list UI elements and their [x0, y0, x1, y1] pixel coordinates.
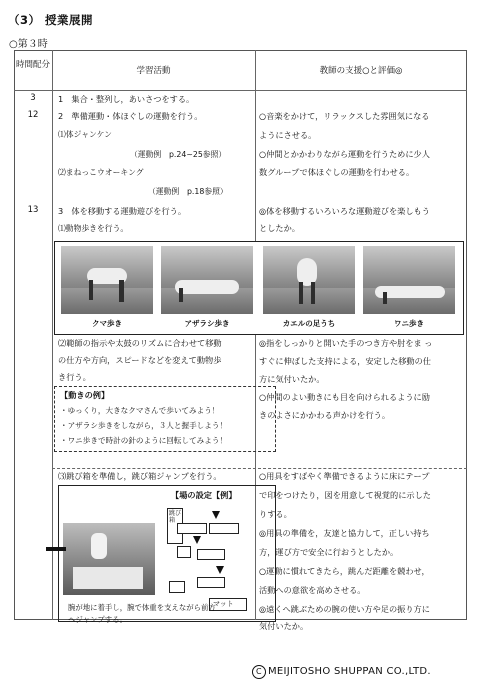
column-divider	[52, 50, 53, 620]
activity-line: （運動例 p.24~25参照）	[130, 150, 227, 159]
activity-line: 1 集合・整列し，あいさつをする。	[58, 94, 195, 104]
activity-line: き行う。	[58, 372, 91, 382]
example-item: ・ゆっくり，大きなクマさんで歩いてみよう！	[60, 406, 220, 415]
support-line: 気付いたか。	[259, 621, 309, 631]
crocodile-walk-photo	[363, 246, 455, 314]
header-activity: 学習活動	[136, 66, 171, 76]
support-line: ○音楽をかけて，リラックスした雰囲気になる	[259, 111, 430, 121]
support-line: 数グループで体ほぐしの運動を行わせる。	[259, 167, 415, 177]
activity-line: ⑴動物歩きを行う。	[58, 224, 129, 233]
support-line: きのよさにかかわる声かけを行う。	[259, 410, 391, 420]
row-divider	[52, 468, 467, 469]
mat-diagram	[177, 523, 207, 534]
mat-label: マット	[213, 600, 234, 608]
support-line: りする。	[259, 509, 292, 519]
frog-kick-photo	[263, 246, 355, 314]
activity-line: ⑵範師の指示や太鼓のリズムに合わせて移動	[58, 338, 222, 348]
mat-diagram	[197, 577, 225, 588]
pointer-marker	[46, 547, 66, 551]
copyright-icon: C	[252, 665, 266, 679]
mat-diagram	[197, 549, 225, 560]
mat-diagram	[209, 523, 239, 534]
activity-line: （運動例 p.18参照）	[148, 187, 228, 196]
vaulting-box-diagram	[177, 546, 191, 558]
support-line: すぐに伸ばした支持による，安定した移動の仕	[259, 356, 431, 366]
vaulting-box-photo	[63, 523, 155, 595]
setup-caption: へジャンプする。	[68, 615, 127, 624]
seal-walk-photo	[161, 246, 253, 314]
animal-walk-photos	[54, 241, 464, 335]
time-cell: 3	[30, 93, 36, 103]
example-item: ・アザラシ歩きをしながら，３人と握手しよう！	[60, 421, 228, 430]
activity-line: ⑶跳び箱を準備し，跳び箱ジャンプを行う。	[58, 471, 222, 481]
header-support: 教師の支援○と評価◎	[319, 66, 403, 76]
support-line: ようにさせる。	[259, 130, 317, 140]
support-line: 方に気付いたか。	[259, 374, 325, 384]
support-line: 活動への意欲を高めさせる。	[259, 585, 366, 595]
support-line: で印をつけたり，図を用意して視覚的に示した	[259, 490, 431, 500]
photo-caption: ワニ歩き	[394, 319, 424, 328]
header-divider	[14, 90, 467, 91]
vaulting-box-label: 跳び箱	[169, 510, 182, 524]
support-line: ◎遠くへ跳ぶための腕の使い方や足の振り方に	[259, 604, 430, 614]
bear-walk-photo	[61, 246, 153, 314]
setup-title: 【場の設定【例】	[171, 490, 237, 500]
example-item: ・ワニ歩きで時計の針のように回転してみよう！	[60, 436, 228, 445]
activity-line: ⑵まねっこウオーキング	[58, 168, 144, 177]
photo-caption: アザラシ歩き	[184, 319, 230, 328]
support-line: ◎指をしっかりと開いた手のつき方や肘をま っ	[259, 338, 433, 348]
photo-caption: カエルの足うち	[282, 319, 336, 328]
copyright-footer	[252, 665, 431, 679]
publisher-name: MEIJITOSHO SHUPPAN CO.,LTD.	[268, 666, 431, 677]
activity-line: 2 準備運動・体ほぐしの運動を行う。	[58, 111, 203, 121]
time-cell: 12	[27, 110, 39, 120]
arrow-down-icon	[212, 511, 220, 519]
support-line: ○運動に慣れてきたら，跳んだ距離を競わせ，	[259, 566, 430, 576]
setup-caption: 腕が地に着手し，腕で体重を支えながら前方	[68, 603, 216, 612]
support-line: ◎用具の準備を，友達と協力して，正しい持ち	[259, 528, 430, 538]
support-line: ◎体を移動するいろいろな運動遊びを楽しもう	[259, 206, 430, 216]
activity-line: ⑴体ジャンケン	[58, 130, 112, 139]
subsection-title: ○第３時	[9, 39, 48, 50]
section-title: （3） 授業展開	[8, 13, 94, 27]
activity-line: の仕方や方向，スピードなどを変えて動物歩	[58, 355, 222, 365]
support-line: ○仲間とかかわりながら運動を行うために少人	[259, 149, 430, 159]
arrow-down-icon	[193, 536, 201, 544]
support-line: 方，運び方で安全に行おうとしたか。	[259, 547, 399, 557]
activity-line: 3 体を移動する運動遊びを行う。	[58, 206, 187, 216]
support-line: ○用具をすばやく準備できるように床にテープ	[259, 471, 430, 481]
header-time: 時間配分	[16, 60, 51, 70]
support-line: としたか。	[259, 223, 300, 233]
arrow-down-icon	[216, 566, 224, 574]
time-cell: 13	[27, 205, 39, 215]
photo-caption: クマ歩き	[92, 319, 122, 328]
vaulting-box-diagram	[169, 581, 185, 593]
support-line: ○仲間のよい動きにも目を向けられるように励	[259, 392, 430, 402]
examples-title: 【動きの例】	[60, 390, 110, 400]
